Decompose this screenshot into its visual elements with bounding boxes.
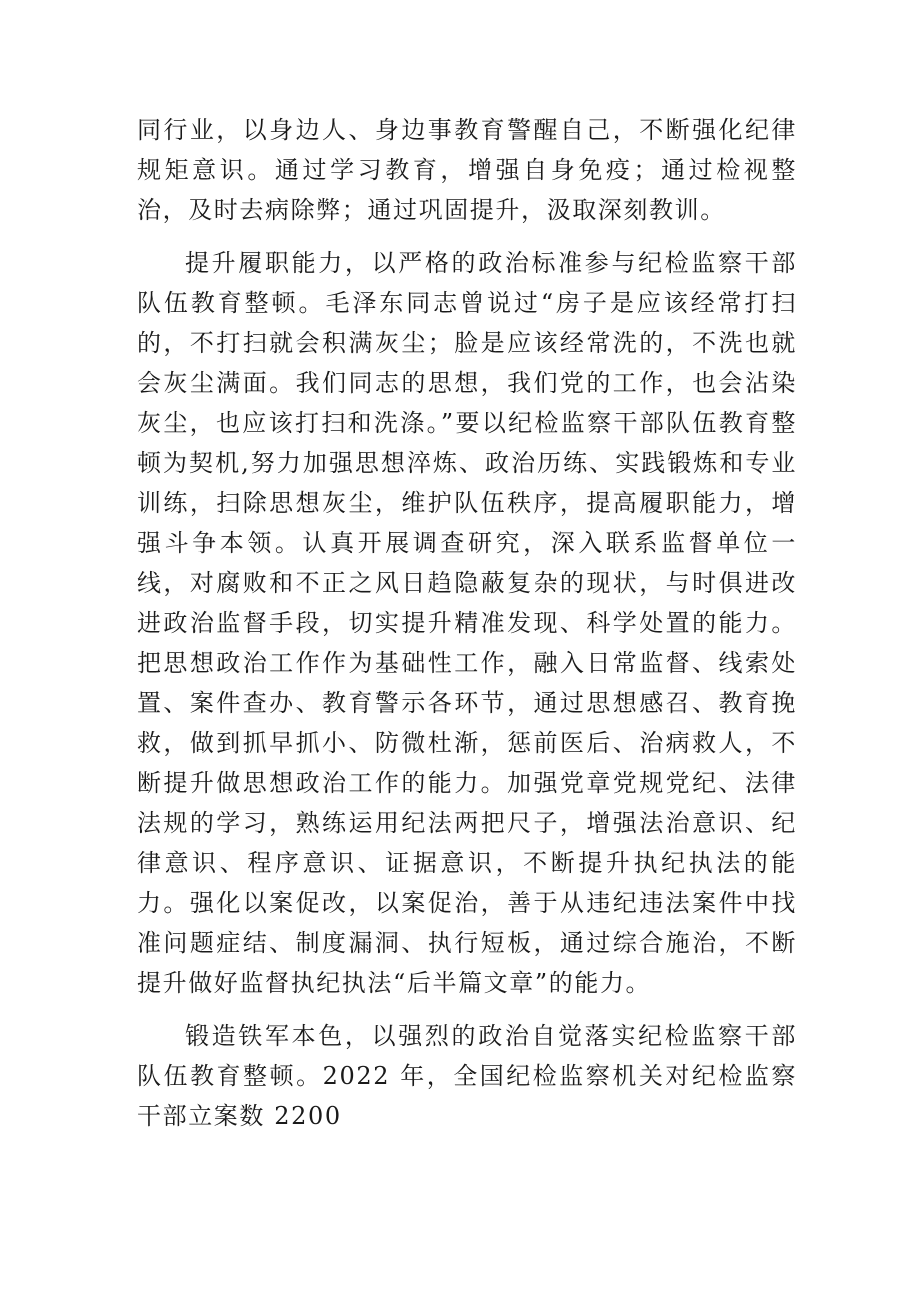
paragraph-forge-iron-army: 锻造铁军本色，以强烈的政治自觉落实纪检监察干部队伍教育整顿。2022 年，全国纪检监察机关对纪检监察干部立案数 2200 bbox=[137, 1022, 797, 1130]
document-body bbox=[137, 110, 797, 1136]
paragraph-improve-capability: 提升履职能力，以严格的政治标准参与纪检监察干部队伍教育整顿。毛泽东同志曾说过“房子是应该经常打扫的，不打扫就会积满灰尘；脸是应该经常洗的，不洗也就会灰尘满面。我们同志的思想，我们党的工作，也会沾染灰尘，也应该打扫和洗涤。”要以纪检监察干部队伍教育整顿为契机,努力加强思想淬炼、政治历练、实践锻炼和专业训练，扫除思想灰尘，维护队伍秩序，提高履职能力，增强斗争本领。认真开展调查研究，深入联系监督单位一线，对腐败和不正之风日趋隐蔽复杂的现状，与时俱进改进政治监督手段，切实提升精准发现、科学处置的能力。把思想政治工作作为基础性工作，融入日常监督、线索处置、案件查办、教育警示各环节，通过思想感召、教育挽救，做到抓早抓小、防微杜渐，惩前医后、治病救人，不断提升做思想政治工作的能力。加强党章党规党纪、法律法规的学习，熟练运用纪法两把尺子，增强法治意识、纪律意识、程序意识、证据意识，不断提升执纪执法的能力。强化以案促改，以案促治，善于从违纪违法案件中找准问题症结、制度漏洞、执行短板，通过综合施治，不断提升做好监督执纪执法“后半篇文章”的能力。 bbox=[137, 249, 797, 997]
paragraph-continuation: 同行业，以身边人、身边事教育警醒自己，不断强化纪律规矩意识。通过学习教育，增强自身免疫；通过检视整治，及时去病除弊；通过巩固提升，汲取深刻教训。 bbox=[137, 116, 797, 224]
